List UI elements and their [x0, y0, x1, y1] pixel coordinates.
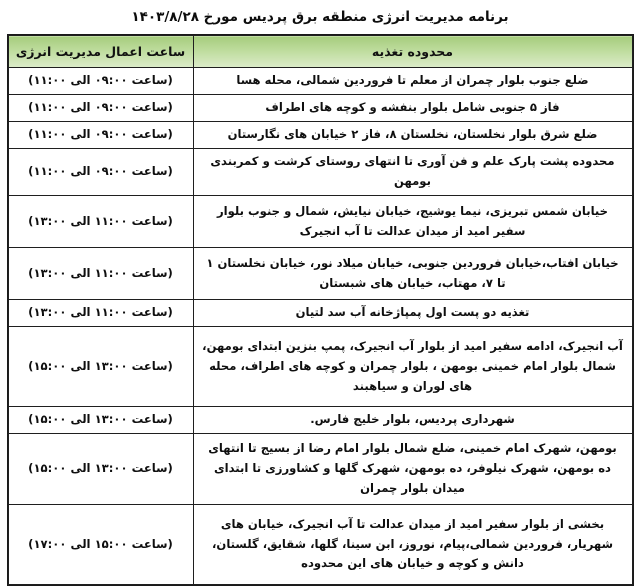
cell-supply-area: فاز ۵ جنوبی شامل بلوار بنفشه و کوچه های اطراف [193, 95, 632, 122]
table-row [8, 407, 632, 434]
table-row [8, 68, 632, 95]
cell-outage-time: (ساعت ۱۵:۰۰ الی ۱۷:۰۰) [8, 505, 193, 585]
cell-outage-time: (ساعت ۱۳:۰۰ الی ۱۵:۰۰) [8, 434, 193, 505]
table-row [8, 505, 632, 585]
cell-supply-area: خیابان افتاب،خیابان فروردین جنوبی، خیابان میلاد نور، خیابان نخلستان ۱ تا ۷، مهتاب، خیابان های شبستان [193, 248, 632, 300]
column-header-supply-area: محدوده تغذیه [193, 36, 632, 68]
cell-outage-time: (ساعت ۱۱:۰۰ الی ۱۳:۰۰) [8, 300, 193, 327]
table-row [8, 248, 632, 300]
cell-supply-area: بخشی از بلوار سفیر امید از میدان عدالت تا آب انجیرک، خیابان های شهریار، فروردین شمالی،پیام، نوروز، ابن سینا، گلها، شقایق، گلستان، دانش و کوچه و خیابان های این محدوده [193, 505, 632, 585]
title-bar [0, 0, 640, 34]
cell-outage-time: (ساعت ۱۱:۰۰ الی ۱۳:۰۰) [8, 196, 193, 248]
table-row [8, 196, 632, 248]
cell-supply-area: محدوده پشت پارک علم و فن آوری تا انتهای روستای کرشت و کمربندی بومهن [193, 149, 632, 196]
cell-outage-time: (ساعت ۰۹:۰۰ الی ۱۱:۰۰) [8, 149, 193, 196]
column-header-outage-time: ساعت اعمال مدیریت انرژی [8, 36, 193, 68]
energy-management-schedule-table [8, 35, 633, 585]
cell-outage-time: (ساعت ۰۹:۰۰ الی ۱۱:۰۰) [8, 122, 193, 149]
table-row [8, 327, 632, 407]
table-header [8, 36, 632, 68]
table-row [8, 434, 632, 505]
cell-outage-time: (ساعت ۱۳:۰۰ الی ۱۵:۰۰) [8, 327, 193, 407]
cell-supply-area: خیابان شمس تبریزی، نیما یوشیج، خیابان نیایش، شمال و جنوب بلوار سفیر امید از میدان عدالت تا آب انجیرک [193, 196, 632, 248]
table-body [8, 68, 632, 585]
page-title: برنامه مدیریت انرژی منطقه برق پردیس مورخ ۱۴۰۳/۸/۲۸ [131, 9, 509, 26]
cell-outage-time: (ساعت ۰۹:۰۰ الی ۱۱:۰۰) [8, 68, 193, 95]
table-header-row [8, 36, 632, 68]
cell-outage-time: (ساعت ۱۱:۰۰ الی ۱۳:۰۰) [8, 248, 193, 300]
table-row [8, 122, 632, 149]
cell-outage-time: (ساعت ۱۳:۰۰ الی ۱۵:۰۰) [8, 407, 193, 434]
cell-supply-area: شهرداری پردیس، بلوار خلیج فارس. [193, 407, 632, 434]
cell-outage-time: (ساعت ۰۹:۰۰ الی ۱۱:۰۰) [8, 95, 193, 122]
cell-supply-area: تغذیه دو پست اول پمپاژخانه آب سد لتیان [193, 300, 632, 327]
cell-supply-area: ضلع جنوب بلوار چمران از معلم تا فروردین شمالی، محله هسا [193, 68, 632, 95]
cell-supply-area: ضلع شرق بلوار نخلستان، نخلستان ۸، فاز ۲ خیابان های نگارستان [193, 122, 632, 149]
table-row [8, 300, 632, 327]
schedule-table-container [7, 34, 634, 586]
cell-supply-area: بومهن، شهرک امام خمینی، ضلع شمال بلوار امام رضا از بسیج تا انتهای ده بومهن، شهرک نیلوفر، ده بومهن، شهرک گلها و کشاورزی تا ابتدای میدان بلوار چمران [193, 434, 632, 505]
table-row [8, 149, 632, 196]
table-row [8, 95, 632, 122]
cell-supply-area: آب انجیرک، ادامه سفیر امید از بلوار آب انجیرک، پمپ بنزین ابتدای بومهن، شمال بلوار امام خمینی بومهن ، بلوار چمران و کوچه های اطراف، محله های لوران و سیاهبند [193, 327, 632, 407]
